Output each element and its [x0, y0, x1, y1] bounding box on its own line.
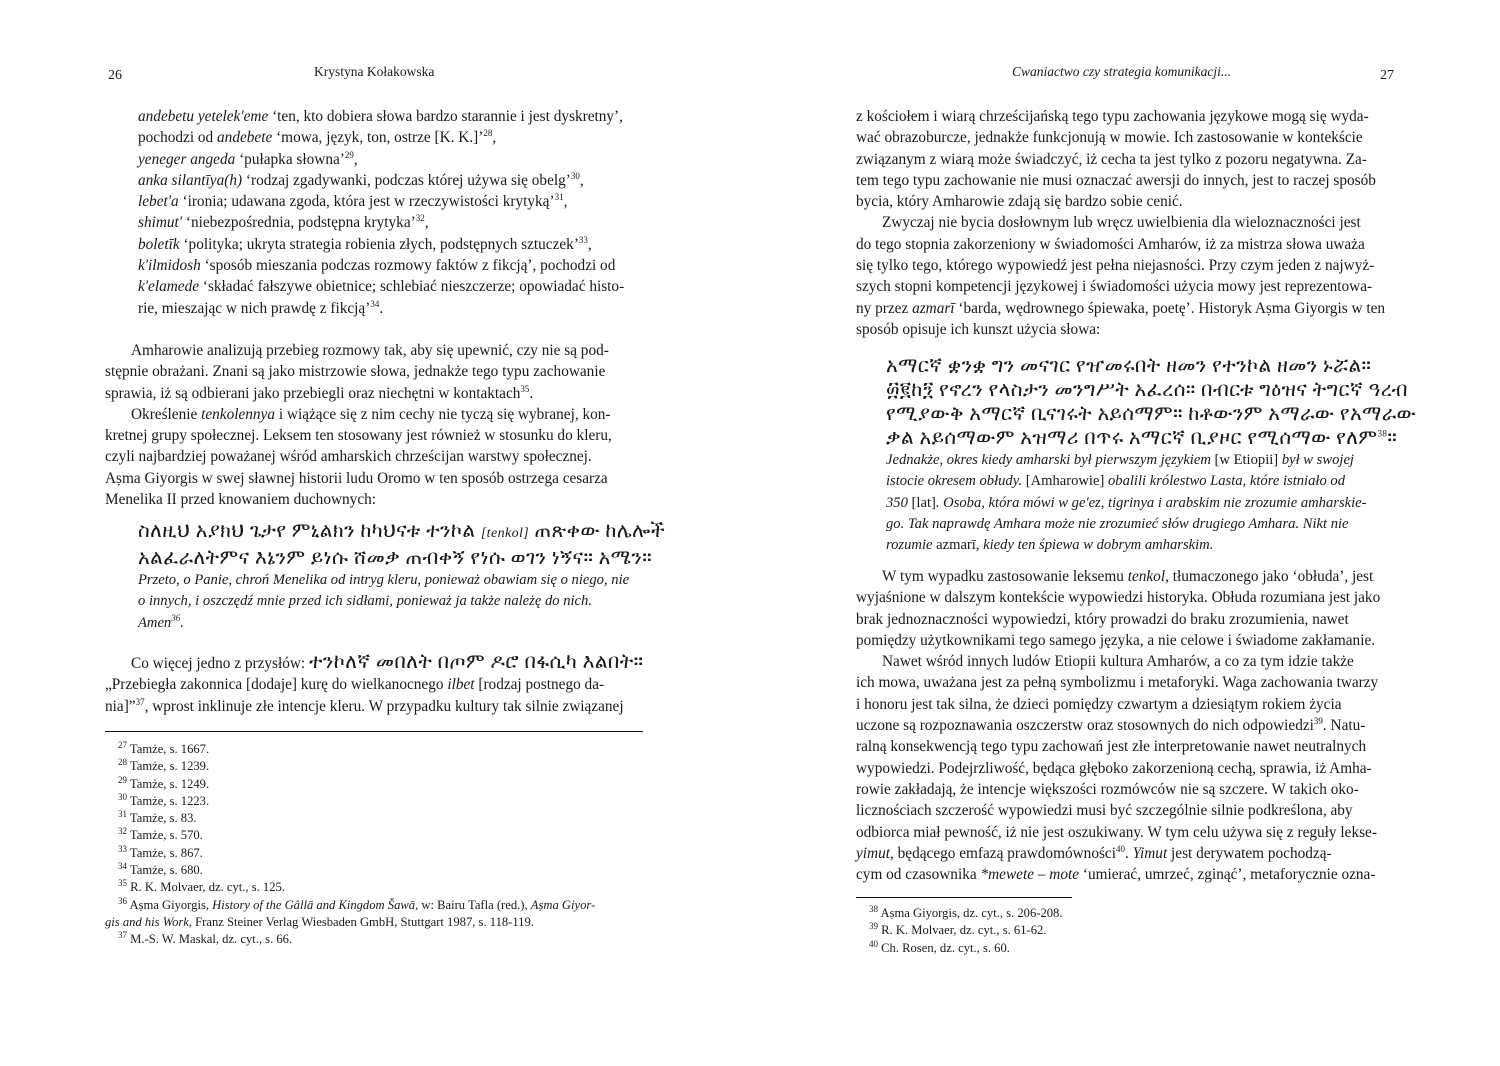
body-paragraphs	[856, 106, 1394, 340]
paragraph-line: związanym z wiarą może świadczyć, iż cecha ta jest tylko z pozoru negatywna. Za-	[856, 150, 1367, 168]
geez-quote-line: አማርኛ ቋንቋ ግን መናገር የዠመሩበት ዘመን የተንኮል ዘመን ኑሯል።	[886, 355, 1372, 377]
paragraph-line: Zwyczaj nie bycia dosłownym lub wręcz uwielbienia dla wieloznaczności jest	[882, 214, 1361, 232]
footnote: $^{36}$ Aṣma Giyorgis, History of the Gâllā and Kingdom Šawā, w: Bairu Tafla (red.), Aṣma Giyor-	[118, 895, 596, 912]
paragraph-line: się tylko tego, którego wypowiedź jest pełna niejasności. Przy czym jeden z najwyż-	[856, 257, 1375, 275]
paragraph-line: ich mowa, uważana jest za pełną symbolizmu i metaforyki. Waga zachowania twarzy	[856, 674, 1379, 692]
paragraph-line: ny przez azmarī ‘barda, wędrownego śpiewaka, poetę’. Historyk Aṣma Giyorgis w ten	[856, 299, 1386, 317]
paragraph-line: ralną konsekwencją tego typu zachowań jest złe interpretowanie nawet neutralnych	[856, 738, 1367, 756]
body-paragraphs	[105, 340, 643, 510]
paragraph-line: tem tego typu zachowanie nie musi oznaczać awersji do innych, jest to raczej sposób	[856, 171, 1376, 189]
translation-line: Amen$^{36}$.	[138, 612, 184, 631]
paragraph-line: nia]”$^{37}$, wprost inklinuje złe intencje kleru. W przypadku kultury tak silnie związanej	[105, 696, 624, 715]
paragraph-line: sposób opisuje ich kunszt użycia słowa:	[856, 320, 1101, 338]
running-head: Cwaniactwo czy strategia komunikacji...	[1012, 64, 1231, 79]
geez-quote-line: አልፈራለትምና እኔንም ይነሱ ሸመቃ ጠብቀኝ የነሱ ወገን ነኝና። አሜን።	[138, 547, 652, 569]
footnote: $^{29}$ Tamże, s. 1249.	[118, 774, 210, 791]
paragraph-line: uczone są rozpoznawania oszczerstw oraz stosownych do nich odpowiedzi$^{39}$. Natu-	[856, 715, 1366, 735]
page-number: 27	[1380, 68, 1394, 83]
term-list-item: andebetu yetelek'eme ‘ten, kto dobiera słowa bardzo starannie i jest dyskretny’,	[138, 108, 623, 125]
block-quote	[138, 519, 666, 634]
paragraph-line: Amharowie analizują przebieg rozmowy tak, aby się upewnić, czy nie są pod-	[131, 342, 609, 359]
translation-line: o innych, i oszczędź mnie przed ich sidłami, ponieważ ja także należę do nich.	[138, 593, 592, 610]
footnote: $^{34}$ Tamże, s. 680.	[118, 860, 203, 878]
translation-line: Przeto, o Panie, chroń Menelika od intryg kleru, ponieważ obawiam się o niego, nie	[138, 572, 630, 588]
footnote-continuation: gis and his Work, Franz Steiner Verlag Wiesbaden GmbH, Stuttgart 1987, s. 118-119.	[105, 914, 534, 929]
term-list-item: rie, mieszając w nich prawdę z fikcją’$^{34}$.	[138, 298, 384, 317]
footnote: $^{27}$ Tamże, s. 1667.	[118, 739, 210, 756]
paragraph-line: stępnie obrażani. Znani są jako mistrzowie słowa, jednakże tego typu zachowanie	[105, 363, 606, 381]
term-list-item: k'elamede ‘składać fałszywe obietnice; schlebiać nieszczerze; opowiadać histo-	[138, 278, 625, 296]
footnote: $^{37}$ M.-S. W. Maskal, dz. cyt., s. 66.	[118, 930, 293, 947]
translation-line: istocie okresem obłudy. [Amharowie] obalili królestwo Lasta, które istniało od	[886, 473, 1345, 490]
translation-line: 350 [lat]. Osoba, która mówi w ge'ez, tigrinya i arabskim nie zrozumie amharskie-	[886, 494, 1367, 511]
paragraph-line: brak jednoznaczności wypowiedzi, który prowadzi do braku zrozumienia, nawet	[856, 610, 1349, 628]
body-paragraphs-lower	[856, 566, 1394, 885]
paragraph-line: rowie zakładają, że intencje większości rozmówców nie są szczere. W takich oko-	[856, 780, 1359, 798]
page-number: 26	[108, 68, 122, 83]
footnotes	[105, 741, 650, 949]
geez-quote-line: ፴፪ከ፺ የኖረን የላስታን መንግሥት አፈረሰ። በብርቱ ግዕዝና ትግርኛ ዓረብ	[886, 379, 1408, 401]
term-list-item: yeneger angeda ‘pułapka słowna’$^{29}$,	[138, 149, 358, 168]
paragraph-line: Nawet wśród innych ludów Etiopii kultura Amharów, a co za tym idzie także	[882, 653, 1354, 671]
footnote: $^{38}$ Aṣma Giyorgis, dz. cyt., s. 206-208.	[869, 903, 1063, 920]
translation-line: Jednakże, okres kiedy amharski był pierwszym językiem [w Etiopii] był w swojej	[886, 452, 1354, 468]
geez-quote-line: የሚያውቅ አማርኛ ቢናገሩት አይሰማም። ከቶውንም አማራው የአማራው	[886, 403, 1417, 425]
term-list-item: pochodzi od andebete ‘mowa, język, ton, ostrze [K. K.]’$^{28}$,	[138, 128, 497, 147]
paragraph-line: „Przebiegła zakonnica [dodaje] kurę do wielkanocnego ilbet [rodzaj postnego da-	[105, 676, 605, 694]
paragraph-line: yimut, będącego emfazą prawdomówności$^{40}$. Yimut jest derywatem pochodzą-	[856, 843, 1332, 862]
block-quote	[886, 354, 1417, 556]
paragraph-line: wać obrazoburcze, jednakże funkcjonują w mowie. Ich zastosowanie w kontekście	[856, 129, 1363, 147]
term-list-item: boletīk ‘polityka; ukryta strategia robienia złych, podstępnych sztuczek’$^{33}$,	[138, 234, 592, 253]
footnote: $^{31}$ Tamże, s. 83.	[118, 809, 197, 826]
paragraph-line: wyjaśnione w dalszym kontekście wypowiedzi historyka. Obłuda rozumiana jest jako	[856, 589, 1381, 607]
term-list-item: shimut' ‘niebezpośrednia, podstępna krytyka’$^{32}$,	[138, 213, 429, 232]
footnote: $^{39}$ R. K. Molvaer, dz. cyt., s. 61-62.	[869, 921, 1047, 938]
paragraph-line: wypowiedzi. Podejrzliwość, będąca głęboko zakorzenioną cechą, sprawia, iż Amha-	[856, 759, 1372, 777]
term-list	[138, 106, 643, 319]
translation-line: rozumie azmarī, kiedy ten śpiewa w dobrym amharskim.	[886, 537, 1214, 554]
geez-quote-line: ቃል አይሰማውም አዝማሪ በጥሩ አማርኛ ቢያዞር የሚሰማው የለም$^{38}$።	[886, 427, 1398, 449]
paragraph-line: bycia, który Amharowie zdają się bardzo sobie cenić.	[856, 193, 1183, 211]
running-head: Krystyna Kołakowska	[314, 64, 435, 79]
paragraph-line: Menelika II przed knowaniem duchownych:	[105, 491, 377, 509]
paragraph-line: Aṣma Giyorgis w swej sławnej historii ludu Oromo w ten sposób ostrzega cesarza	[105, 469, 608, 487]
paragraph-line: W tym wypadku zastosowanie leksemu tenkol, tłumaczonego jako ‘obłuda’, jest	[882, 568, 1374, 585]
footnote: $^{40}$ Ch. Rosen, dz. cyt., s. 60.	[869, 938, 1010, 955]
paragraph-line: do tego stopnia zakorzeniony w świadomości Amharów, iż za mistrza słowa uważa	[856, 235, 1365, 253]
paragraph-line: z kościołem i wiarą chrześcijańską tego typu zachowania językowe mogą się wyda-	[856, 108, 1369, 125]
paragraph-line: Co więcej jedno z przysłów: ተንኮለኛ መበለት በጦም ዶሮ በፋሲካ እልበት።	[131, 651, 644, 673]
paragraph-line: odbiorca miał pewność, iż nie jest oszukiwany. W tym celu używa się z reguły lekse-	[856, 823, 1377, 841]
footnote: $^{28}$ Tamże, s. 1239.	[118, 757, 210, 774]
footnotes	[856, 905, 1394, 957]
footnote-separator	[105, 731, 643, 732]
translation-line: go. Tak naprawdę Amhara może nie zrozumieć słów drugiego Amhara. Nikt nie	[886, 515, 1349, 532]
footnote-separator	[856, 897, 1072, 898]
paragraph-line: cym od czasownika *mewete – mote ‘umierać, umrzeć, zginąć’, metaforycznie ozna-	[856, 866, 1376, 884]
footnote: $^{32}$ Tamże, s. 570.	[118, 826, 203, 843]
term-list-item: k'ilmidosh ‘sposób mieszania podczas rozmowy faktów z fikcją’, pochodzi od	[138, 257, 616, 275]
paragraph-line: licznościach szczerość wypowiedzi musi być szczególnie silnie podkreślona, aby	[856, 802, 1353, 820]
paragraph-line: szych stopni kompetencji językowej i świadomości użycia mowy jest reprezentowa-	[856, 278, 1373, 296]
proverb-paragraph	[105, 652, 643, 717]
paragraph-line: sprawia, iż są odbierani jako przebiegli oraz niechętni w kontaktach$^{35}$.	[105, 383, 534, 402]
paragraph-line: pomiędzy użytkownikami tego samego języka, a nie celowe i świadome zakłamanie.	[856, 631, 1376, 649]
footnote: $^{30}$ Tamże, s. 1223.	[118, 791, 210, 808]
geez-quote-line: ስለዚህ አያክህ ጌታየ ምኒልክን ከካህናቱ ተንኮል [tenkol] ጠጽቀው ከሌሎች	[138, 520, 666, 542]
term-list-item: anka silantīya(h) ‘rodzaj zgadywanki, podczas której używa się obelg’$^{30}$,	[138, 170, 584, 189]
term-list-item: lebet'a ‘ironia; udawana zgoda, która jest w rzeczywistości krytyką’$^{31}$,	[138, 192, 568, 211]
paragraph-line: czyli najbardziej poważanej wśród amharskich chrześcijan warstwy społecznej.	[105, 448, 592, 466]
paragraph-line: Określenie tenkolennya i wiążące się z nim cechy nie tyczą się wybranej, kon-	[131, 405, 611, 423]
footnote: $^{35}$ R. K. Molvaer, dz. cyt., s. 125.	[118, 878, 285, 895]
paragraph-line: i honoru jest tak silna, że dzieci pomiędzy czwartym a dziesiątym rokiem życia	[856, 695, 1342, 713]
right-page	[750, 0, 1500, 1066]
footnote: $^{33}$ Tamże, s. 867.	[118, 843, 203, 860]
paragraph-line: kretnej grupy społecznej. Leksem ten stosowany jest również w stosunku do kleru,	[105, 427, 612, 445]
